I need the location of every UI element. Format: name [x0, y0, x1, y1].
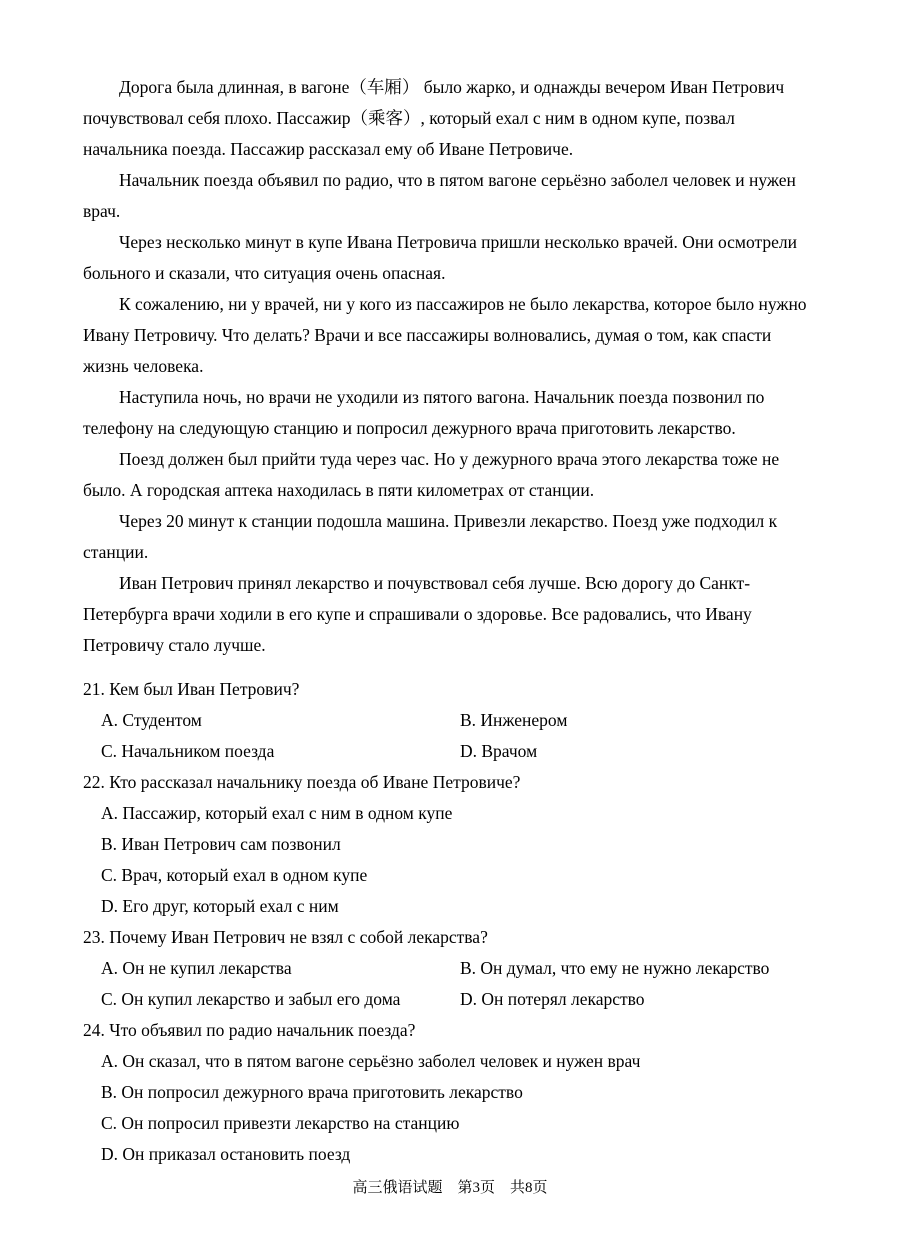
passage-paragraph: К сожалению, ни у врачей, ни у кого из пассажиров не было лекарства, которое было нужно Ивану Петровичу. Что делать? Врачи и все пассажиры волновались, думая о том, как спасти жизнь человека.	[83, 294, 807, 376]
question-text: 24. Что объявил по радио начальник поезда?	[83, 1020, 416, 1040]
option-b: B. Инженером	[460, 710, 568, 730]
passage-paragraph: Через несколько минут в купе Ивана Петровича пришли несколько врачей. Они осмотрели больного и сказали, что ситуация очень опасная.	[83, 232, 797, 283]
question-23	[83, 922, 820, 1015]
option-c: C. Он попросил привезти лекарство на станцию	[101, 1113, 460, 1133]
option-d: D. Врачом	[460, 741, 538, 761]
reading-passage	[83, 72, 820, 661]
option-b: B. Он попросил дежурного врача приготовить лекарство	[101, 1082, 523, 1102]
option-b: B. Он думал, что ему не нужно лекарство	[460, 958, 770, 978]
passage-paragraph: Дорога была длинная, в вагоне（车厢） было жарко, и однажды вечером Иван Петрович почувствовал себя плохо. Пассажир（乘客）, который ехал с ним в одном купе, позвал начальника поезда. Пассажир рассказал ему об Иване Петровиче.	[83, 77, 785, 159]
question-24	[83, 1015, 820, 1170]
option-b: B. Иван Петрович сам позвонил	[101, 834, 341, 854]
questions-section	[83, 674, 820, 1170]
option-d: D. Его друг, который ехал с ним	[101, 896, 339, 916]
passage-paragraph: Поезд должен был прийти туда через час. Но у дежурного врача этого лекарства тоже не было. А городская аптека находилась в пяти километрах от станции.	[83, 449, 780, 500]
option-d: D. Он потерял лекарство	[460, 989, 645, 1009]
option-a: A. Он не купил лекарства	[101, 958, 292, 978]
question-options	[83, 798, 820, 922]
question-options	[83, 705, 820, 767]
question-22	[83, 767, 820, 922]
question-options	[83, 953, 820, 1015]
option-c: C. Он купил лекарство и забыл его дома	[101, 989, 401, 1009]
page-footer: 高三俄语试题 第3页 共8页	[352, 1180, 548, 1196]
option-c: C. Начальником поезда	[101, 741, 275, 761]
option-c: C. Врач, который ехал в одном купе	[101, 865, 368, 885]
option-a: A. Пассажир, который ехал с ним в одном купе	[101, 803, 453, 823]
option-a: A. Он сказал, что в пятом вагоне серьёзно заболел человек и нужен врач	[101, 1051, 641, 1071]
passage-paragraph: Начальник поезда объявил по радио, что в пятом вагоне серьёзно заболел человек и нужен врач.	[83, 170, 796, 221]
option-a: A. Студентом	[101, 710, 202, 730]
question-21	[83, 674, 820, 767]
question-text: 23. Почему Иван Петрович не взял с собой лекарства?	[83, 927, 488, 947]
passage-paragraph: Наступила ночь, но врачи не уходили из пятого вагона. Начальник поезда позвонил по телефону на следующую станцию и попросил дежурного врача приготовить лекарство.	[83, 387, 765, 438]
option-d: D. Он приказал остановить поезд	[101, 1144, 351, 1164]
question-text: 22. Кто рассказал начальнику поезда об Иване Петровиче?	[83, 772, 521, 792]
question-options	[83, 1046, 820, 1170]
passage-paragraph: Через 20 минут к станции подошла машина. Привезли лекарство. Поезд уже подходил к станции.	[83, 511, 778, 562]
passage-paragraph: Иван Петрович принял лекарство и почувствовал себя лучше. Всю дорогу до Санкт-Петербурга врачи ходили в его купе и спрашивали о здоровье. Все радовались, что Ивану Петровичу стало лучше.	[83, 573, 752, 655]
question-text: 21. Кем был Иван Петрович?	[83, 679, 300, 699]
